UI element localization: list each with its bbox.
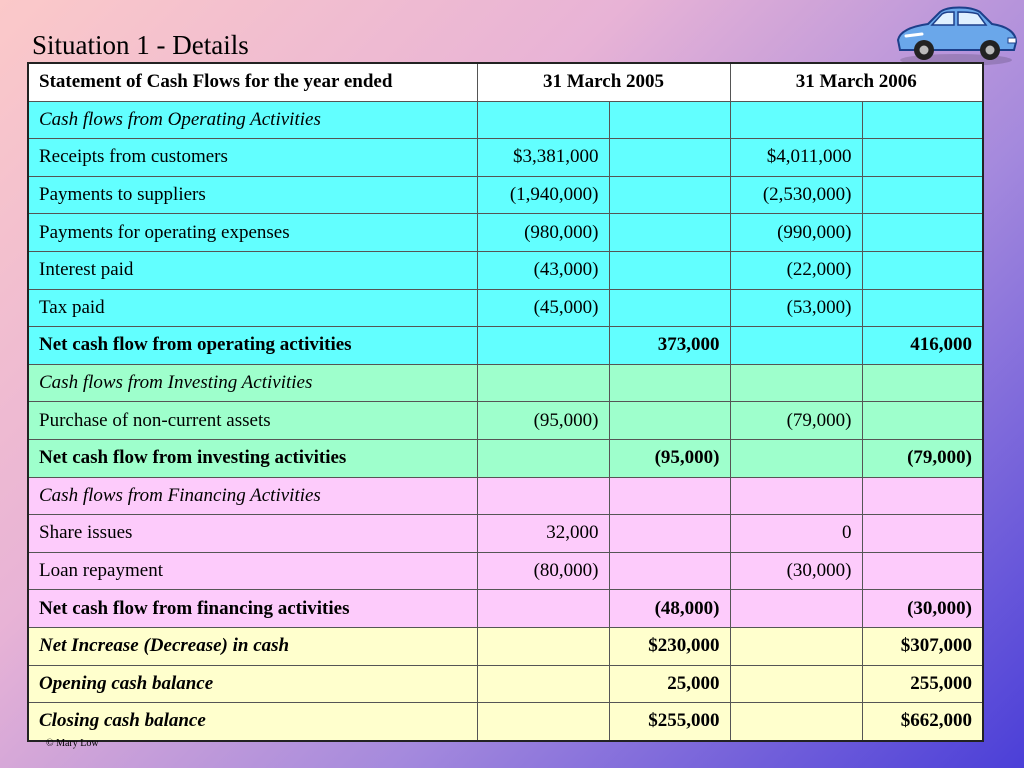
cell-2006-total: (79,000) — [862, 439, 983, 477]
cell-2005-item: (980,000) — [477, 214, 609, 252]
cell-2006-total — [862, 176, 983, 214]
table-row — [28, 552, 983, 590]
cell-2005-item — [477, 590, 609, 628]
cell-2006-total — [862, 515, 983, 553]
cell-2006-item — [730, 703, 862, 741]
cell-2006-item — [730, 627, 862, 665]
cell-2005-total: (95,000) — [609, 439, 730, 477]
subtotal-row-financing — [28, 590, 983, 628]
cell-2006-total — [862, 139, 983, 177]
table-row — [28, 139, 983, 177]
cell-2006-item: (2,530,000) — [730, 176, 862, 214]
cell-2005-total: 373,000 — [609, 327, 730, 365]
cell-2006-total — [862, 101, 983, 139]
cell-2006-item: (990,000) — [730, 214, 862, 252]
cell-2006-item — [730, 364, 862, 402]
header-2006: 31 March 2006 — [730, 63, 983, 101]
cell-2005-item — [477, 439, 609, 477]
cell-2005-item — [477, 665, 609, 703]
copyright-footer: © Mary Low — [46, 738, 99, 749]
cell-2006-total: 416,000 — [862, 327, 983, 365]
cell-2006-total: 255,000 — [862, 665, 983, 703]
row-label: Purchase of non-current assets — [28, 402, 477, 440]
summary-row-closing-balance — [28, 703, 983, 741]
cell-2006-total — [862, 214, 983, 252]
cell-2006-total — [862, 289, 983, 327]
cell-2006-total — [862, 477, 983, 515]
section-heading-financing — [28, 477, 983, 515]
section-heading-operating — [28, 101, 983, 139]
summary-row-net-increase — [28, 627, 983, 665]
cell-2005-total: $255,000 — [609, 703, 730, 741]
cell-2005-total — [609, 289, 730, 327]
table-row — [28, 289, 983, 327]
cell-2005-item — [477, 101, 609, 139]
cell-2005-total — [609, 251, 730, 289]
cell-2006-item: $4,011,000 — [730, 139, 862, 177]
row-label: Payments for operating expenses — [28, 214, 477, 252]
cell-2006-item: 0 — [730, 515, 862, 553]
cell-2006-total: $662,000 — [862, 703, 983, 741]
table-row — [28, 251, 983, 289]
cell-2005-total — [609, 477, 730, 515]
cell-2006-total — [862, 402, 983, 440]
cell-2006-item — [730, 665, 862, 703]
row-label: Payments to suppliers — [28, 176, 477, 214]
row-label: Cash flows from Operating Activities — [28, 101, 477, 139]
cell-2006-total: $307,000 — [862, 627, 983, 665]
cell-2006-item — [730, 327, 862, 365]
cell-2005-item: $3,381,000 — [477, 139, 609, 177]
header-label: Statement of Cash Flows for the year ended — [28, 63, 477, 101]
cell-2005-item — [477, 703, 609, 741]
row-label: Loan repayment — [28, 552, 477, 590]
cell-2006-item — [730, 101, 862, 139]
row-label: Net Increase (Decrease) in cash — [28, 627, 477, 665]
cell-2005-total — [609, 552, 730, 590]
table-row — [28, 176, 983, 214]
cell-2006-total — [862, 364, 983, 402]
row-label: Opening cash balance — [28, 665, 477, 703]
cell-2005-total — [609, 214, 730, 252]
cell-2005-item: (43,000) — [477, 251, 609, 289]
row-label: Tax paid — [28, 289, 477, 327]
cell-2006-item: (22,000) — [730, 251, 862, 289]
subtotal-row-investing — [28, 439, 983, 477]
cell-2006-item — [730, 477, 862, 515]
cell-2005-total — [609, 176, 730, 214]
row-label: Share issues — [28, 515, 477, 553]
cell-2005-item — [477, 477, 609, 515]
row-label: Net cash flow from operating activities — [28, 327, 477, 365]
cell-2006-item: (53,000) — [730, 289, 862, 327]
cell-2006-item — [730, 439, 862, 477]
section-heading-investing — [28, 364, 983, 402]
cell-2006-item: (79,000) — [730, 402, 862, 440]
table-row — [28, 515, 983, 553]
cell-2005-item: (1,940,000) — [477, 176, 609, 214]
cell-2006-total: (30,000) — [862, 590, 983, 628]
cell-2005-item — [477, 327, 609, 365]
cell-2006-total — [862, 552, 983, 590]
cell-2005-total — [609, 515, 730, 553]
row-label: Net cash flow from investing activities — [28, 439, 477, 477]
cell-2005-item: (45,000) — [477, 289, 609, 327]
cell-2006-item — [730, 590, 862, 628]
subtotal-row-operating — [28, 327, 983, 365]
slide-title: Situation 1 - Details — [32, 30, 249, 60]
cell-2005-item: (95,000) — [477, 402, 609, 440]
cell-2005-item: (80,000) — [477, 552, 609, 590]
cash-flow-statement-table — [27, 62, 984, 742]
table-header-row — [28, 63, 983, 101]
cell-2005-total: 25,000 — [609, 665, 730, 703]
cell-2005-total — [609, 139, 730, 177]
row-label: Cash flows from Financing Activities — [28, 477, 477, 515]
cell-2005-total — [609, 402, 730, 440]
row-label: Net cash flow from financing activities — [28, 590, 477, 628]
table-row — [28, 402, 983, 440]
cell-2005-total: $230,000 — [609, 627, 730, 665]
row-label: Cash flows from Investing Activities — [28, 364, 477, 402]
cell-2005-total — [609, 101, 730, 139]
row-label: Interest paid — [28, 251, 477, 289]
cell-2005-total — [609, 364, 730, 402]
summary-row-opening-balance — [28, 665, 983, 703]
table-row — [28, 214, 983, 252]
cell-2006-total — [862, 251, 983, 289]
row-label: Receipts from customers — [28, 139, 477, 177]
cell-2005-item: 32,000 — [477, 515, 609, 553]
header-2005: 31 March 2005 — [477, 63, 730, 101]
row-label: Closing cash balance — [28, 703, 477, 741]
cell-2005-total: (48,000) — [609, 590, 730, 628]
cell-2005-item — [477, 627, 609, 665]
car-icon — [892, 2, 1020, 68]
cell-2006-item: (30,000) — [730, 552, 862, 590]
cell-2005-item — [477, 364, 609, 402]
